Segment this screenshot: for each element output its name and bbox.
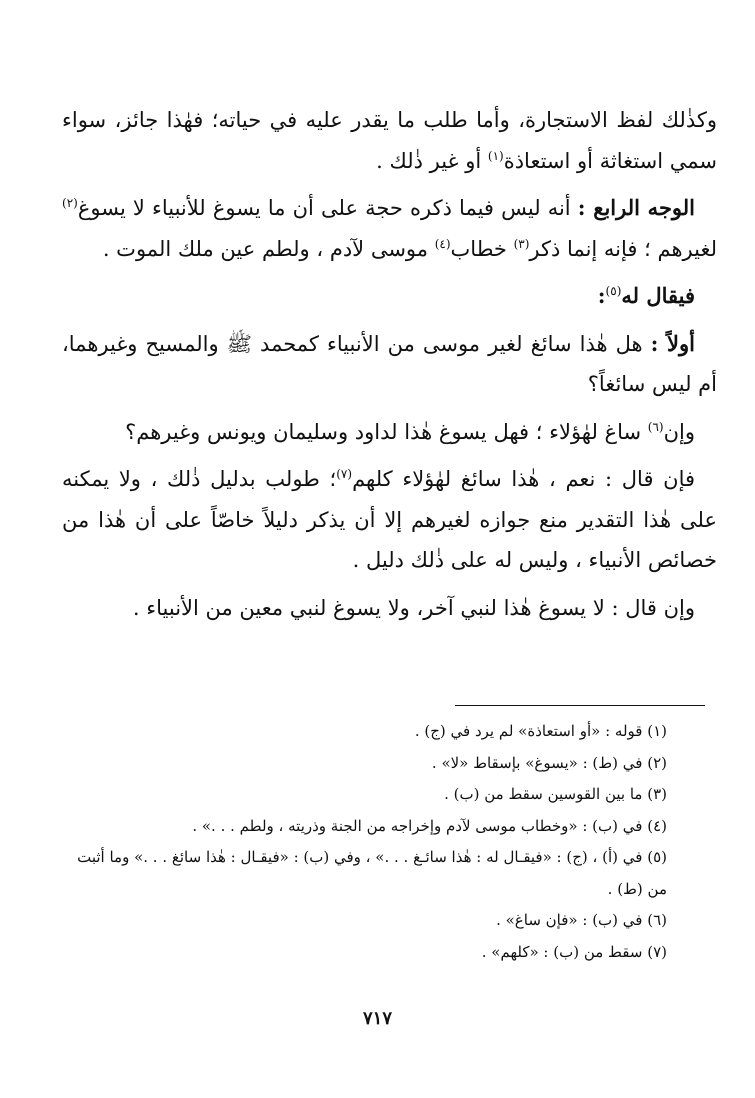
paragraph-7: وإن قال : لا يسوغ هٰذا لنبي آخر، ولا يسوغ لنبي معين من الأنبياء .	[132, 595, 695, 620]
footnote-marker-4: (٤)	[434, 236, 451, 251]
footnote-marker-5: (٥)	[605, 284, 622, 298]
point-label: أولاً :	[650, 330, 696, 356]
section-heading: الوجه الرابع :	[577, 195, 696, 220]
paragraph-4: أولاً : هل هٰذا سائغ لغير موسى من الأنبياء كمحمد ﷺ والمسيح وغيرهما، أم ليس سائغاً؟	[62, 330, 717, 396]
footnote-marker-1: (١)	[487, 148, 504, 163]
paragraph-3: فيقال له$^{(٥)}$:	[597, 283, 695, 308]
footnote-marker-7: (٧)	[336, 467, 353, 481]
paragraph-1: وكذٰلك لفظ الاستجارة، وأما طلب ما يقدر عليه في حياته؛ فهٰذا جائز، سواء سمي استغاثة أو استعاذة$^{(١)}$ أو غير ذٰلك .	[62, 108, 717, 173]
footnote-marker-2: (٢)	[62, 196, 78, 210]
footnote-divider	[455, 705, 705, 706]
footnote-7: (٧) سقط من (ب) : «كلهم» .	[481, 942, 667, 961]
footnote-1: (١) قوله : «أو استعاذة» لم يرد في (ج) .	[414, 722, 667, 740]
main-text	[62, 100, 717, 635]
paragraph-2: الوجه الرابع : أنه ليس فيما ذكره حجة على أن ما يسوغ للأنبياء لا يسوغ$^{(٢)}$ لغيرهم ؛ فإنه إنما ذكر$^{(٣)}$ خطاب$^{(٤)}$ موسى لآدم ، ولطم عين ملك الموت .	[62, 195, 717, 261]
footnote-marker-3: (٣)	[513, 236, 530, 251]
footnote-6: (٦) في (ب) : «فإن ساغ» .	[496, 911, 667, 929]
footnote-3: (٣) ما بين القوسين سقط من (ب) .	[444, 785, 667, 803]
paragraph-6: فإن قال : نعم ، هٰذا سائغ لهٰؤلاء كلهم$^{(٧)}$؛ طولب بدليل ذٰلك ، ولا يمكنه على هٰذا التقدير منع جوازه لغيرهم إلا أن يذكر دليلاً خاصّاً على أن هٰذا من خصائص الأنبياء ، وليس له على ذٰلك دليل .	[62, 467, 717, 572]
footnote-4: (٤) في (ب) : «وخطاب موسى لآدم وإخراجه من الجنة وذريته ، ولطم . . .» .	[192, 816, 667, 835]
footnote-marker-6: (٦)	[647, 419, 664, 434]
footnote-5: (٥) في (أ) ، (ج) : «فيقـال له : هٰذا سائـغ . . .» ، وفي (ب) : «فيقـال : هٰذا سائغ . . .» وما أثبت من (ط) .	[77, 848, 667, 898]
paragraph-5: وإن$^{(٦)}$ ساغ لهٰؤلاء ؛ فهل يسوغ هٰذا لداود وسليمان ويونس وغيرهم؟	[125, 419, 695, 444]
footnote-2: (٢) في (ط) : «يسوغ» بإسقاط «لا» .	[431, 753, 667, 772]
page-number: ٧١٧	[362, 1008, 392, 1029]
footnotes	[62, 716, 667, 968]
